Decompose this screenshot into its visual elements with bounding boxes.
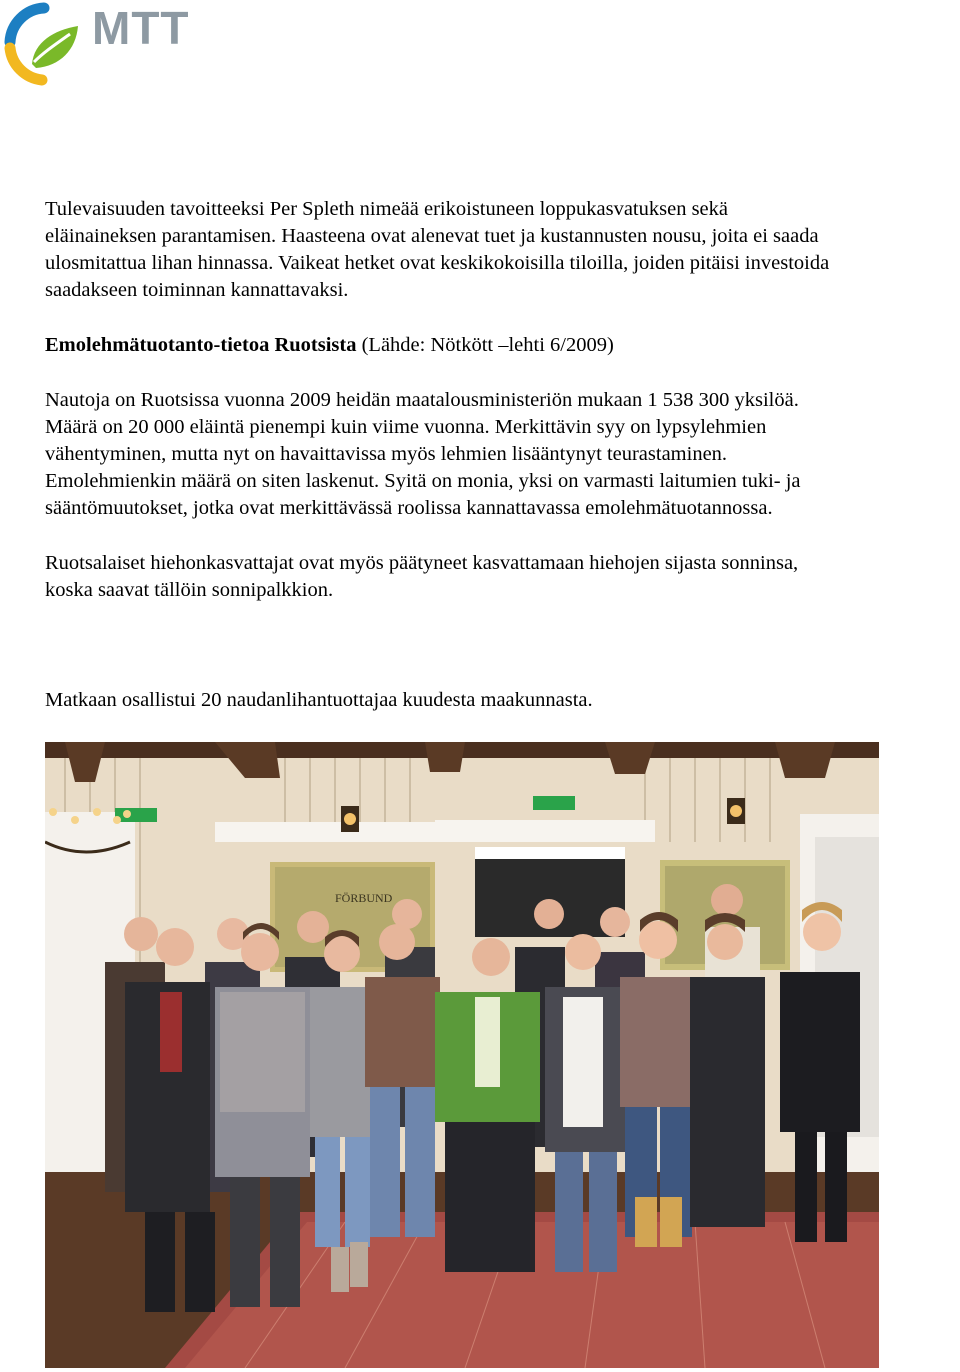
text-line: Nautoja on Ruotsissa vuonna 2009 heidän maatalousministeriön mukaan 1 538 300 yksilöä. [45,389,799,411]
text-line: Tulevaisuuden tavoitteeksi Per Spleth nimeää erikoistuneen loppukasvatuksen sekä [45,198,729,220]
heading-bold-text: Emolehmätuotanto-tietoa Ruotsista [45,334,357,356]
logo-text: MTT [92,2,190,54]
text-line: eläinaineksen parantamisen. Haasteena ovat alenevat tuet ja kustannusten nousu, joita ei saada [45,225,819,247]
group-photo [45,742,879,1368]
text-line: Ruotsalaiset hiehonkasvattajat ovat myös päätyneet kasvattamaan hiehojen sijasta sonninsa, [45,552,799,574]
mtt-logo [4,2,204,86]
heading-source-text: (Lähde: Nötkött –lehti 6/2009) [356,334,614,356]
text-line: Emolehmienkin määrä on siten laskenut. Syitä on monia, yksi on varmasti laitumien tuki- ja [45,470,801,492]
paragraph-statistics [45,387,960,522]
paragraph-intro [45,196,960,304]
text-line: sääntömuutokset, jotka ovat merkittävässä roolissa kannattavassa emolehmätuotannossa. [45,497,773,519]
text-line: ulosmitattua lihan hinnassa. Vaikeat hetket ovat keskikokoisilla tiloilla, joiden pitäisi investoida [45,252,830,274]
logo-mark-icon [4,2,88,86]
tapestry-text: FÖRBUND [335,891,393,905]
paragraph-heifers [45,550,960,604]
paragraph-participants [45,687,960,714]
text-line: vähentyminen, mutta nyt on havaittavissa myös lehmien lisääntynyt teurastaminen. [45,443,728,465]
text-line: Matkaan osallistui 20 naudanlihantuottajaa kuudesta maakunnasta. [45,689,593,711]
section-heading [45,332,960,359]
text-line: saadakseen toiminnan kannattavaksi. [45,279,349,301]
text-line: Määrä on 20 000 eläintä pienempi kuin viime vuonna. Merkittävin syy on lypsylehmien [45,416,767,438]
group-photo-illustration [45,742,879,1368]
text-line: koska saavat tällöin sonnipalkkion. [45,579,334,601]
